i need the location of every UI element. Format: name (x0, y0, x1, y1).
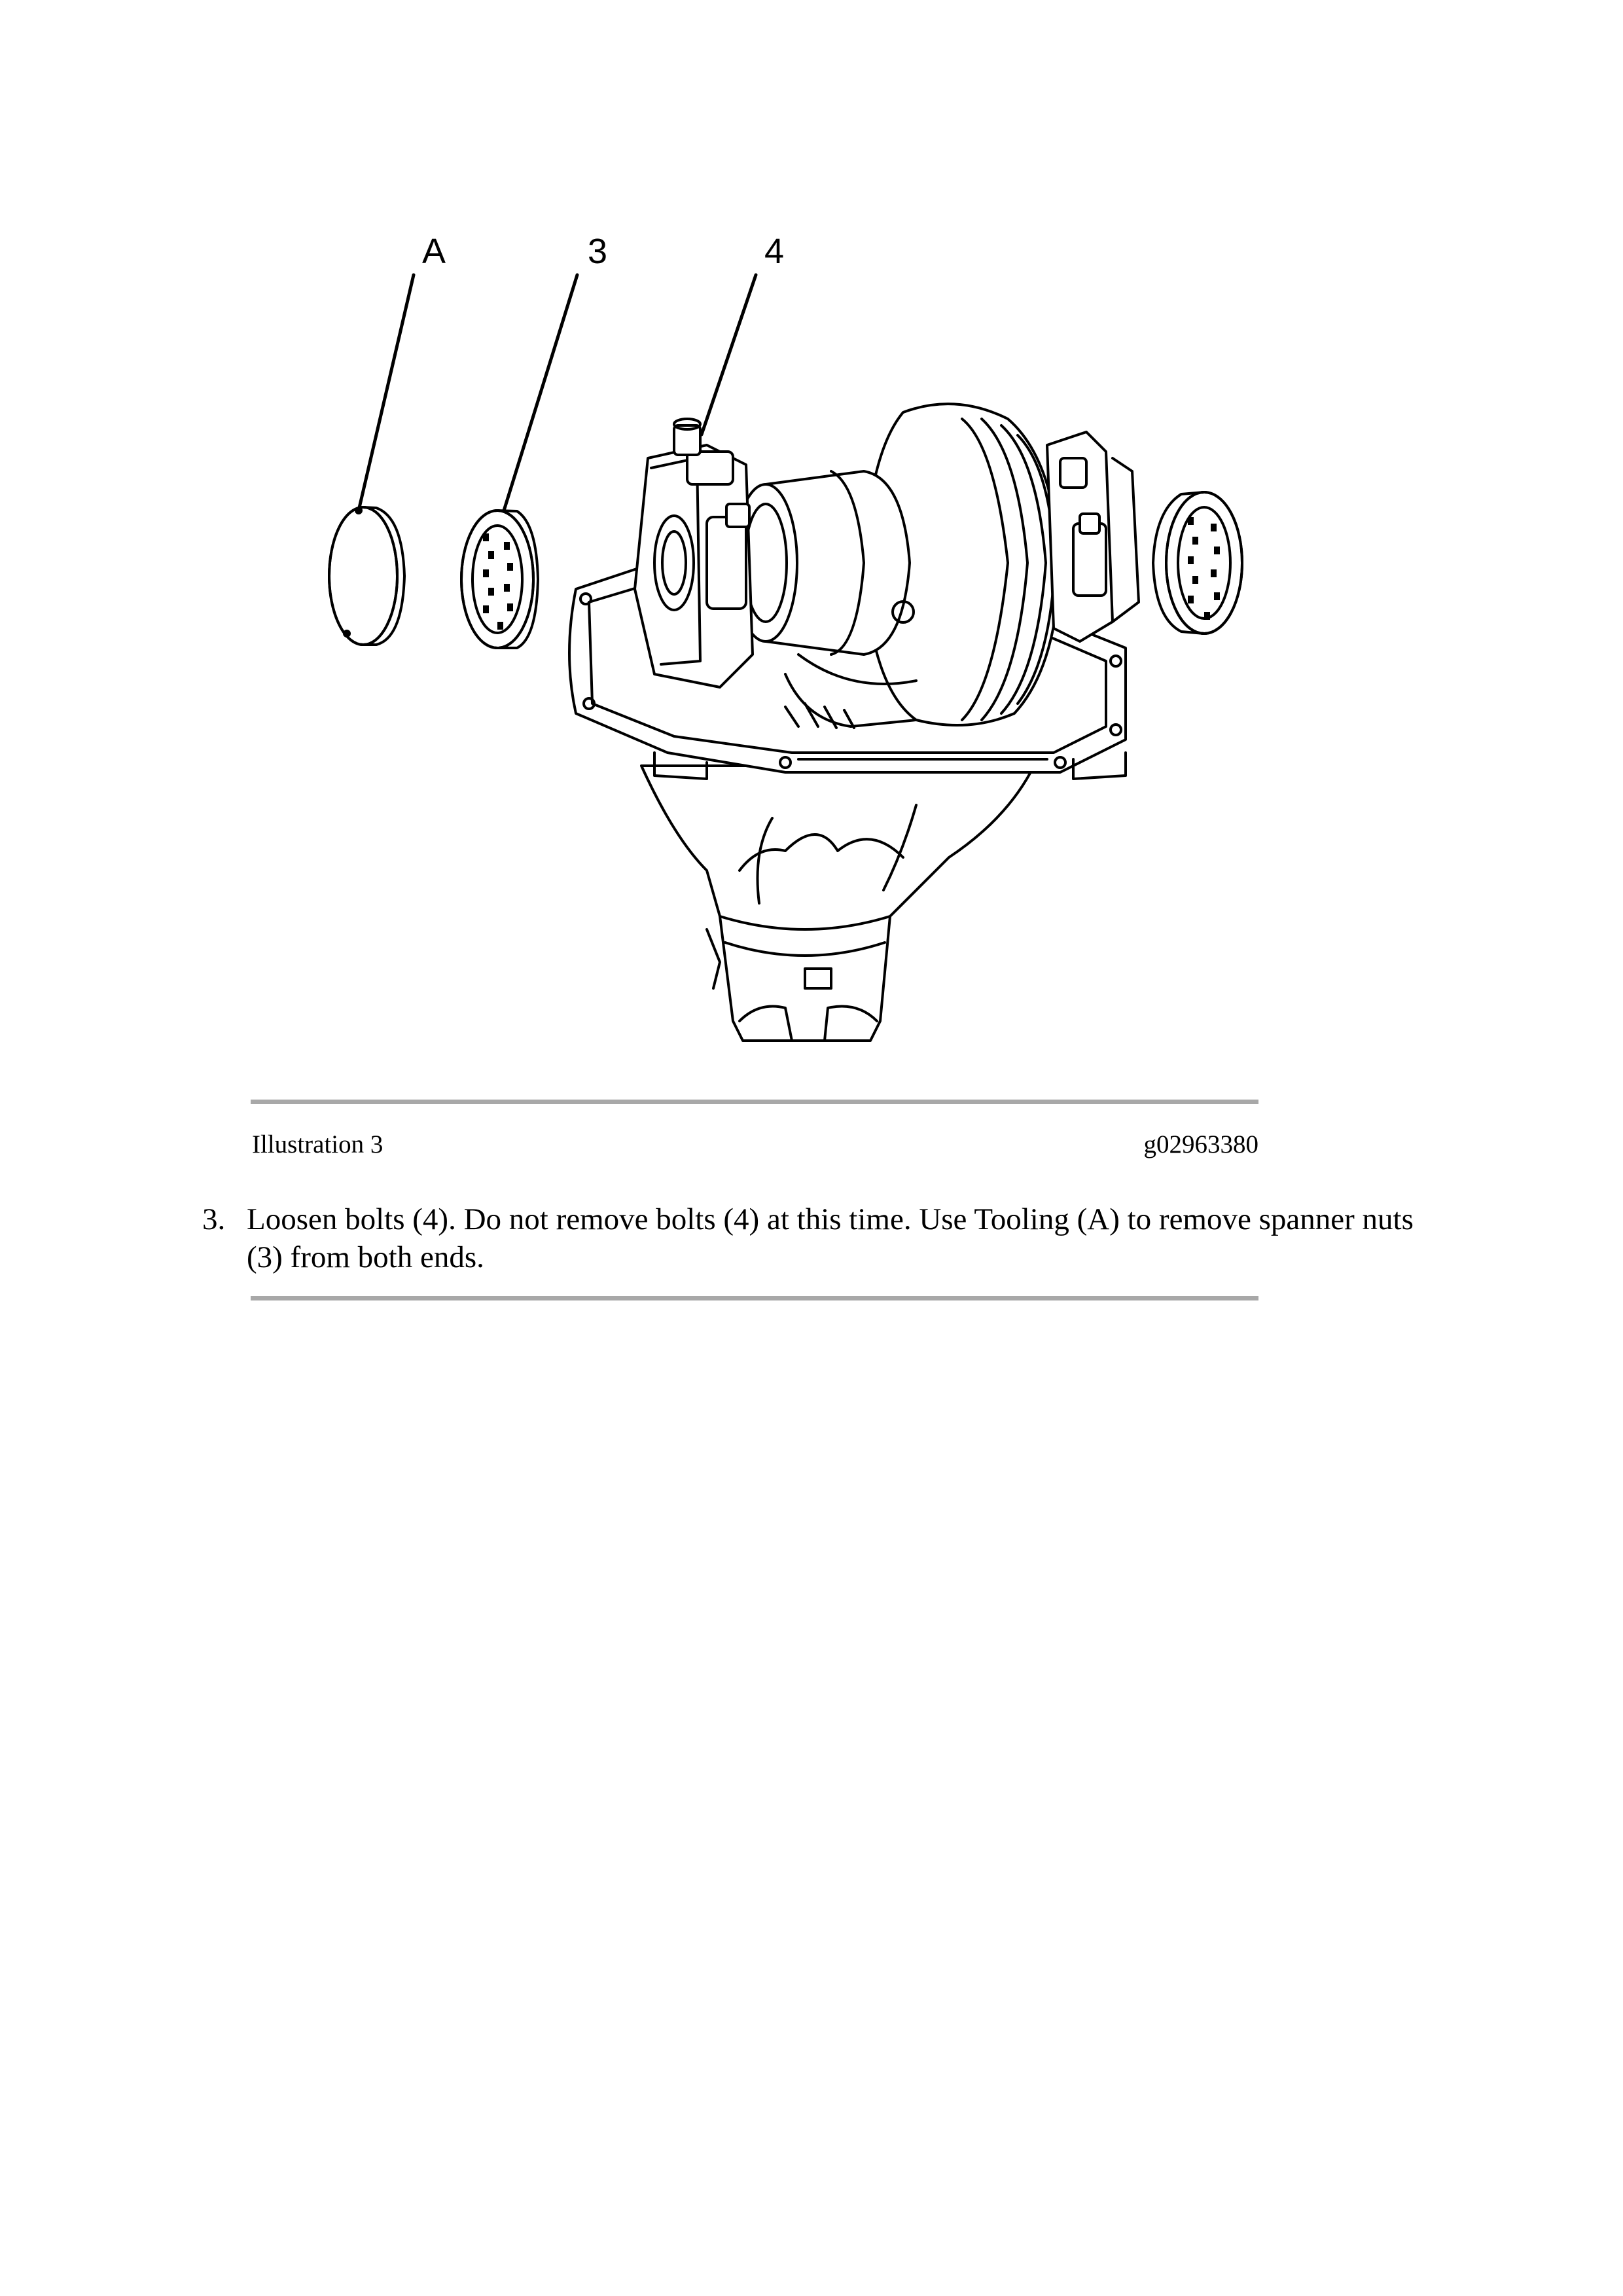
step-text: Loosen bolts (4). Do not remove bolts (4) at this time. Use Tooling (A) to remove spanner nuts (3) from both ends. (247, 1202, 1414, 1274)
caption-top-rule (251, 1100, 1258, 1104)
illustration-caption: Illustration 3 (252, 1130, 383, 1158)
graphic-id: g02963380 (1143, 1130, 1258, 1158)
step-number: 3. (202, 1202, 226, 1236)
spanner-nut-right (1153, 492, 1242, 634)
step-bottom-rule (251, 1296, 1258, 1300)
callout-label-a: A (422, 232, 446, 271)
spanner-nut-left (461, 511, 538, 648)
tooling-a-disc (329, 507, 404, 645)
callout-label-4: 4 (764, 232, 785, 271)
illustration-figure (0, 0, 1623, 1086)
callout-label-3: 3 (588, 232, 608, 271)
differential-assembly (569, 404, 1139, 1041)
